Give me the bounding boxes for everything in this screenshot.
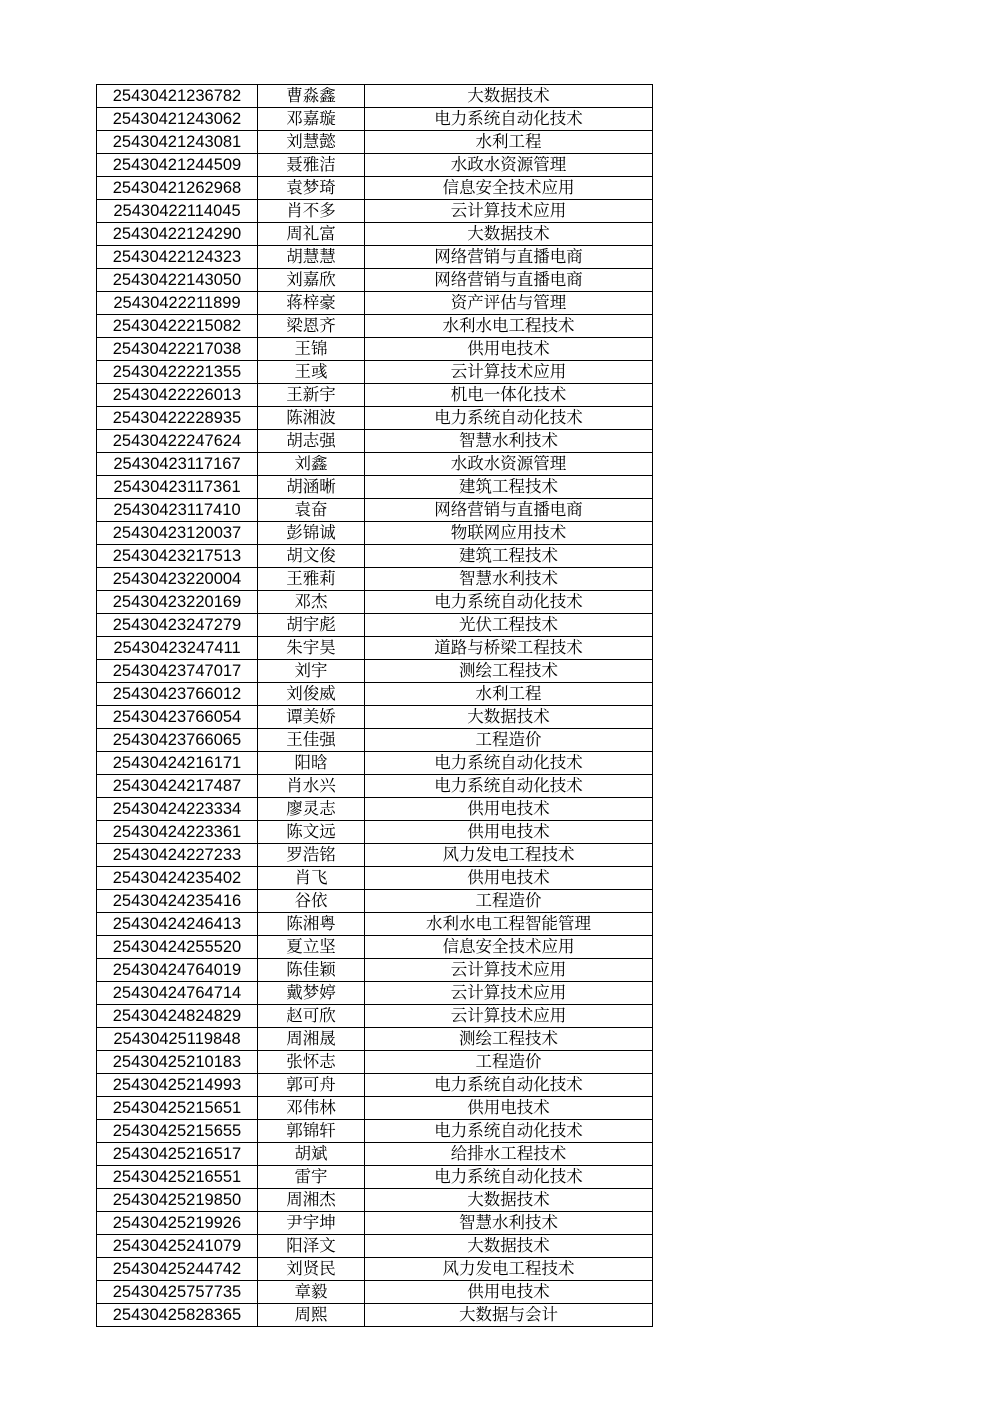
cell-major: 云计算技术应用 bbox=[365, 982, 653, 1005]
cell-name: 章毅 bbox=[258, 1281, 365, 1304]
table-row bbox=[97, 476, 653, 499]
cell-name: 雷宇 bbox=[258, 1166, 365, 1189]
cell-name: 谭美娇 bbox=[258, 706, 365, 729]
cell-major: 供用电技术 bbox=[365, 1281, 653, 1304]
cell-name: 陈文远 bbox=[258, 821, 365, 844]
cell-name: 谷依 bbox=[258, 890, 365, 913]
table-row bbox=[97, 729, 653, 752]
cell-id: 25430425757735 bbox=[97, 1281, 258, 1304]
table-row bbox=[97, 752, 653, 775]
table-row bbox=[97, 591, 653, 614]
cell-id: 25430425215651 bbox=[97, 1097, 258, 1120]
cell-id: 25430425219926 bbox=[97, 1212, 258, 1235]
cell-major: 资产评估与管理 bbox=[365, 292, 653, 315]
cell-id: 25430422221355 bbox=[97, 361, 258, 384]
cell-id: 25430423220169 bbox=[97, 591, 258, 614]
table-row bbox=[97, 1074, 653, 1097]
cell-major: 云计算技术应用 bbox=[365, 1005, 653, 1028]
cell-major: 工程造价 bbox=[365, 890, 653, 913]
cell-id: 25430424216171 bbox=[97, 752, 258, 775]
cell-major: 水政水资源管理 bbox=[365, 154, 653, 177]
cell-major: 电力系统自动化技术 bbox=[365, 407, 653, 430]
cell-name: 郭锦轩 bbox=[258, 1120, 365, 1143]
cell-id: 25430421262968 bbox=[97, 177, 258, 200]
table-row bbox=[97, 1143, 653, 1166]
cell-name: 袁梦琦 bbox=[258, 177, 365, 200]
cell-major: 信息安全技术应用 bbox=[365, 177, 653, 200]
cell-major: 信息安全技术应用 bbox=[365, 936, 653, 959]
cell-id: 25430425216517 bbox=[97, 1143, 258, 1166]
table-row bbox=[97, 1097, 653, 1120]
cell-name: 胡宇彪 bbox=[258, 614, 365, 637]
cell-id: 25430423117167 bbox=[97, 453, 258, 476]
cell-id: 25430424235402 bbox=[97, 867, 258, 890]
cell-name: 胡涵晰 bbox=[258, 476, 365, 499]
cell-id: 25430423117410 bbox=[97, 499, 258, 522]
cell-id: 25430422211899 bbox=[97, 292, 258, 315]
cell-id: 25430424246413 bbox=[97, 913, 258, 936]
cell-id: 25430423217513 bbox=[97, 545, 258, 568]
table-row bbox=[97, 545, 653, 568]
cell-name: 陈佳颖 bbox=[258, 959, 365, 982]
table-row bbox=[97, 499, 653, 522]
cell-id: 25430425215655 bbox=[97, 1120, 258, 1143]
cell-id: 25430424255520 bbox=[97, 936, 258, 959]
cell-major: 风力发电工程技术 bbox=[365, 844, 653, 867]
table-row bbox=[97, 384, 653, 407]
cell-id: 25430423747017 bbox=[97, 660, 258, 683]
table-row bbox=[97, 1189, 653, 1212]
cell-major: 供用电技术 bbox=[365, 798, 653, 821]
cell-name: 王雅莉 bbox=[258, 568, 365, 591]
cell-major: 智慧水利技术 bbox=[365, 568, 653, 591]
cell-name: 彭锦诚 bbox=[258, 522, 365, 545]
cell-id: 25430425214993 bbox=[97, 1074, 258, 1097]
cell-id: 25430423766012 bbox=[97, 683, 258, 706]
cell-major: 电力系统自动化技术 bbox=[365, 1120, 653, 1143]
cell-name: 阳泽文 bbox=[258, 1235, 365, 1258]
cell-name: 聂雅洁 bbox=[258, 154, 365, 177]
cell-major: 建筑工程技术 bbox=[365, 545, 653, 568]
cell-name: 夏立坚 bbox=[258, 936, 365, 959]
table-row bbox=[97, 315, 653, 338]
cell-major: 供用电技术 bbox=[365, 338, 653, 361]
table-row bbox=[97, 1258, 653, 1281]
cell-major: 电力系统自动化技术 bbox=[365, 752, 653, 775]
cell-id: 25430425244742 bbox=[97, 1258, 258, 1281]
cell-name: 刘贤民 bbox=[258, 1258, 365, 1281]
table-body bbox=[97, 85, 653, 1327]
cell-name: 周湘晟 bbox=[258, 1028, 365, 1051]
cell-name: 廖灵志 bbox=[258, 798, 365, 821]
table-row bbox=[97, 1028, 653, 1051]
cell-name: 王佳强 bbox=[258, 729, 365, 752]
cell-id: 25430423120037 bbox=[97, 522, 258, 545]
cell-major: 智慧水利技术 bbox=[365, 430, 653, 453]
cell-id: 25430422124290 bbox=[97, 223, 258, 246]
table-row bbox=[97, 177, 653, 200]
table-row bbox=[97, 246, 653, 269]
cell-major: 电力系统自动化技术 bbox=[365, 591, 653, 614]
cell-name: 胡志强 bbox=[258, 430, 365, 453]
table-row bbox=[97, 1120, 653, 1143]
cell-major: 机电一体化技术 bbox=[365, 384, 653, 407]
cell-major: 电力系统自动化技术 bbox=[365, 108, 653, 131]
cell-name: 王锦 bbox=[258, 338, 365, 361]
cell-id: 25430425828365 bbox=[97, 1304, 258, 1327]
cell-id: 25430423220004 bbox=[97, 568, 258, 591]
cell-major: 电力系统自动化技术 bbox=[365, 1166, 653, 1189]
cell-id: 25430425241079 bbox=[97, 1235, 258, 1258]
table-row bbox=[97, 200, 653, 223]
cell-name: 周熙 bbox=[258, 1304, 365, 1327]
table-row bbox=[97, 821, 653, 844]
cell-major: 给排水工程技术 bbox=[365, 1143, 653, 1166]
table-row bbox=[97, 430, 653, 453]
cell-major: 供用电技术 bbox=[365, 867, 653, 890]
cell-name: 陈湘波 bbox=[258, 407, 365, 430]
cell-id: 25430422143050 bbox=[97, 269, 258, 292]
cell-major: 大数据技术 bbox=[365, 85, 653, 108]
cell-name: 陈湘粤 bbox=[258, 913, 365, 936]
cell-major: 建筑工程技术 bbox=[365, 476, 653, 499]
cell-major: 网络营销与直播电商 bbox=[365, 269, 653, 292]
table-row bbox=[97, 292, 653, 315]
table-row bbox=[97, 568, 653, 591]
cell-major: 云计算技术应用 bbox=[365, 959, 653, 982]
cell-major: 风力发电工程技术 bbox=[365, 1258, 653, 1281]
cell-name: 张怀志 bbox=[258, 1051, 365, 1074]
table-row bbox=[97, 1212, 653, 1235]
cell-major: 工程造价 bbox=[365, 729, 653, 752]
table-row bbox=[97, 338, 653, 361]
cell-name: 刘嘉欣 bbox=[258, 269, 365, 292]
cell-id: 25430425216551 bbox=[97, 1166, 258, 1189]
table-row bbox=[97, 223, 653, 246]
cell-major: 大数据与会计 bbox=[365, 1304, 653, 1327]
cell-major: 大数据技术 bbox=[365, 1189, 653, 1212]
cell-id: 25430423766054 bbox=[97, 706, 258, 729]
cell-name: 罗浩铭 bbox=[258, 844, 365, 867]
table-row bbox=[97, 108, 653, 131]
cell-major: 水利水电工程智能管理 bbox=[365, 913, 653, 936]
cell-id: 25430424223361 bbox=[97, 821, 258, 844]
table-row bbox=[97, 706, 653, 729]
cell-id: 25430424824829 bbox=[97, 1005, 258, 1028]
cell-major: 测绘工程技术 bbox=[365, 660, 653, 683]
cell-name: 阳晗 bbox=[258, 752, 365, 775]
cell-major: 水利工程 bbox=[365, 683, 653, 706]
cell-id: 25430423247279 bbox=[97, 614, 258, 637]
cell-name: 刘俊威 bbox=[258, 683, 365, 706]
cell-id: 25430422247624 bbox=[97, 430, 258, 453]
cell-name: 王彧 bbox=[258, 361, 365, 384]
table-row bbox=[97, 660, 653, 683]
cell-name: 郭可舟 bbox=[258, 1074, 365, 1097]
cell-id: 25430422226013 bbox=[97, 384, 258, 407]
table-row bbox=[97, 683, 653, 706]
cell-major: 工程造价 bbox=[365, 1051, 653, 1074]
cell-id: 25430425210183 bbox=[97, 1051, 258, 1074]
table-row bbox=[97, 867, 653, 890]
table-row bbox=[97, 637, 653, 660]
cell-name: 刘鑫 bbox=[258, 453, 365, 476]
cell-major: 云计算技术应用 bbox=[365, 200, 653, 223]
table-row bbox=[97, 614, 653, 637]
cell-major: 物联网应用技术 bbox=[365, 522, 653, 545]
table-row bbox=[97, 936, 653, 959]
cell-name: 邓杰 bbox=[258, 591, 365, 614]
table-row bbox=[97, 982, 653, 1005]
cell-name: 周湘杰 bbox=[258, 1189, 365, 1212]
cell-major: 电力系统自动化技术 bbox=[365, 775, 653, 798]
table-row bbox=[97, 453, 653, 476]
table-row bbox=[97, 1304, 653, 1327]
cell-name: 尹宇坤 bbox=[258, 1212, 365, 1235]
cell-name: 胡文俊 bbox=[258, 545, 365, 568]
cell-major: 网络营销与直播电商 bbox=[365, 499, 653, 522]
table-row bbox=[97, 1281, 653, 1304]
cell-id: 25430422215082 bbox=[97, 315, 258, 338]
cell-name: 梁恩齐 bbox=[258, 315, 365, 338]
cell-name: 王新宇 bbox=[258, 384, 365, 407]
table-row bbox=[97, 798, 653, 821]
cell-major: 水政水资源管理 bbox=[365, 453, 653, 476]
table-row bbox=[97, 844, 653, 867]
cell-major: 水利工程 bbox=[365, 131, 653, 154]
table-row bbox=[97, 131, 653, 154]
table-row bbox=[97, 913, 653, 936]
table-row bbox=[97, 407, 653, 430]
cell-name: 肖不多 bbox=[258, 200, 365, 223]
cell-major: 大数据技术 bbox=[365, 1235, 653, 1258]
cell-id: 25430423766065 bbox=[97, 729, 258, 752]
cell-id: 25430424235416 bbox=[97, 890, 258, 913]
cell-name: 邓伟林 bbox=[258, 1097, 365, 1120]
cell-id: 25430424217487 bbox=[97, 775, 258, 798]
cell-name: 刘慧懿 bbox=[258, 131, 365, 154]
cell-id: 25430424764714 bbox=[97, 982, 258, 1005]
cell-name: 胡斌 bbox=[258, 1143, 365, 1166]
table-row bbox=[97, 1166, 653, 1189]
table-row bbox=[97, 890, 653, 913]
cell-major: 光伏工程技术 bbox=[365, 614, 653, 637]
cell-id: 25430421243081 bbox=[97, 131, 258, 154]
table-row bbox=[97, 1051, 653, 1074]
cell-major: 水利水电工程技术 bbox=[365, 315, 653, 338]
cell-id: 25430422228935 bbox=[97, 407, 258, 430]
cell-major: 智慧水利技术 bbox=[365, 1212, 653, 1235]
cell-major: 供用电技术 bbox=[365, 1097, 653, 1120]
cell-name: 曹淼鑫 bbox=[258, 85, 365, 108]
cell-id: 25430423117361 bbox=[97, 476, 258, 499]
cell-id: 25430421243062 bbox=[97, 108, 258, 131]
table-row bbox=[97, 154, 653, 177]
table-row bbox=[97, 361, 653, 384]
cell-id: 25430425219850 bbox=[97, 1189, 258, 1212]
cell-major: 电力系统自动化技术 bbox=[365, 1074, 653, 1097]
cell-name: 赵可欣 bbox=[258, 1005, 365, 1028]
cell-major: 供用电技术 bbox=[365, 821, 653, 844]
table-row bbox=[97, 959, 653, 982]
cell-major: 测绘工程技术 bbox=[365, 1028, 653, 1051]
cell-major: 道路与桥梁工程技术 bbox=[365, 637, 653, 660]
cell-name: 袁奋 bbox=[258, 499, 365, 522]
cell-major: 网络营销与直播电商 bbox=[365, 246, 653, 269]
cell-id: 25430423247411 bbox=[97, 637, 258, 660]
cell-id: 25430421236782 bbox=[97, 85, 258, 108]
cell-major: 大数据技术 bbox=[365, 706, 653, 729]
cell-id: 25430424223334 bbox=[97, 798, 258, 821]
table-row bbox=[97, 522, 653, 545]
cell-name: 周礼富 bbox=[258, 223, 365, 246]
cell-name: 肖水兴 bbox=[258, 775, 365, 798]
cell-name: 蒋梓豪 bbox=[258, 292, 365, 315]
table-row bbox=[97, 775, 653, 798]
table-row bbox=[97, 85, 653, 108]
cell-name: 肖飞 bbox=[258, 867, 365, 890]
cell-id: 25430424227233 bbox=[97, 844, 258, 867]
cell-name: 胡慧慧 bbox=[258, 246, 365, 269]
cell-id: 25430422114045 bbox=[97, 200, 258, 223]
cell-name: 戴梦婷 bbox=[258, 982, 365, 1005]
cell-id: 25430422217038 bbox=[97, 338, 258, 361]
cell-id: 25430425119848 bbox=[97, 1028, 258, 1051]
cell-major: 大数据技术 bbox=[365, 223, 653, 246]
table-row bbox=[97, 269, 653, 292]
cell-name: 刘宇 bbox=[258, 660, 365, 683]
cell-id: 25430424764019 bbox=[97, 959, 258, 982]
cell-id: 25430422124323 bbox=[97, 246, 258, 269]
cell-name: 邓嘉璇 bbox=[258, 108, 365, 131]
table-row bbox=[97, 1005, 653, 1028]
table-row bbox=[97, 1235, 653, 1258]
cell-major: 云计算技术应用 bbox=[365, 361, 653, 384]
cell-name: 朱宇昊 bbox=[258, 637, 365, 660]
admission-roster-table bbox=[96, 84, 653, 1327]
cell-id: 25430421244509 bbox=[97, 154, 258, 177]
